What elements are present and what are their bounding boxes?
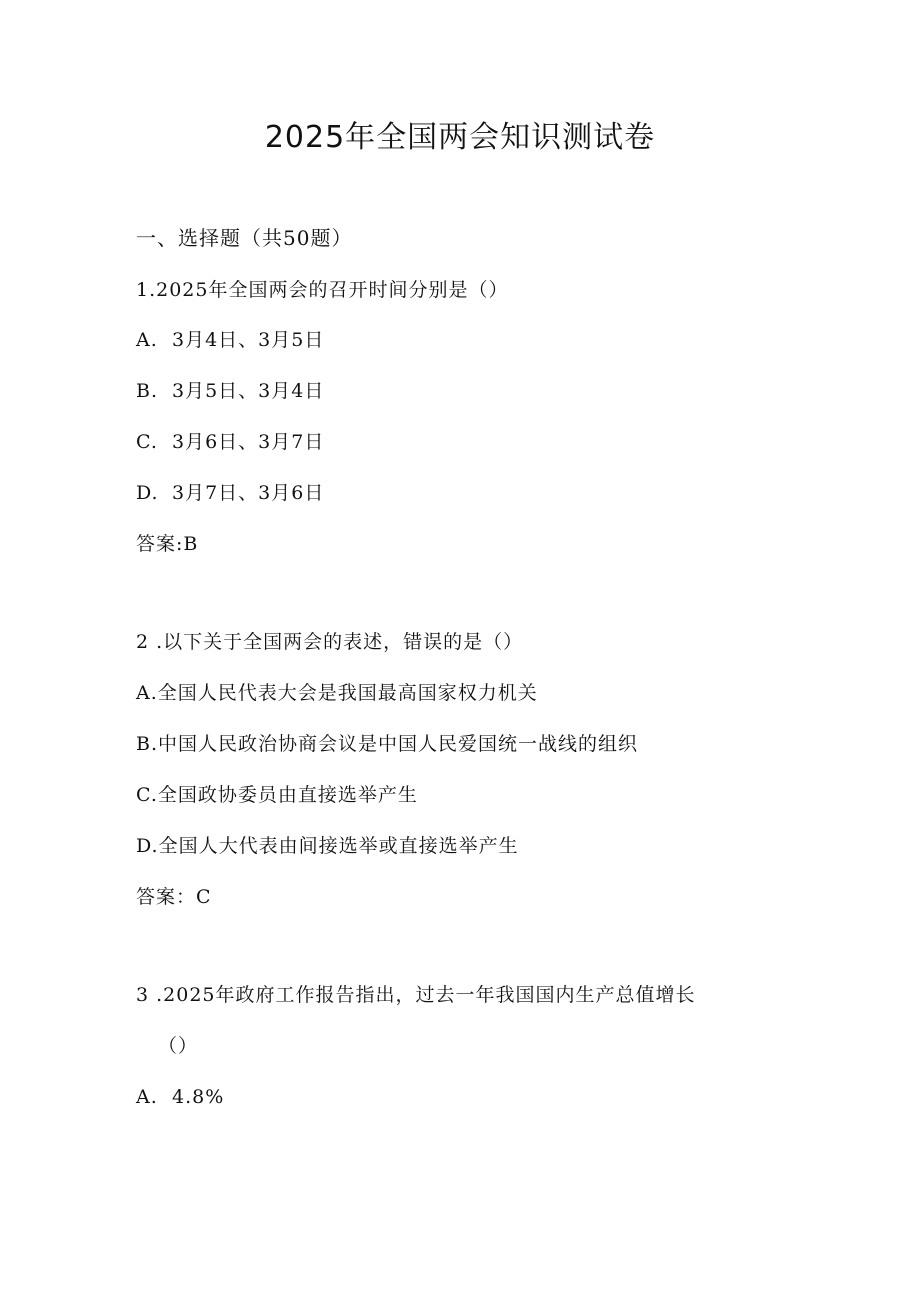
option-text: 3月6日、3月7日 [172, 431, 325, 453]
question-3-stem: 3 .2025年政府工作报告指出，过去一年我国国内生产总值增长 [136, 984, 696, 1006]
option-letter: A. [136, 329, 158, 351]
question-2-option-d: D.全国人大代表由间接选举或直接选举产生 [136, 835, 519, 857]
question-2-option-a: A.全国人民代表大会是我国最高国家权力机关 [136, 682, 538, 704]
question-2-answer: 答案：C [136, 886, 212, 908]
question-1-stem: 1.2025年全国两会的召开时间分别是（） [136, 279, 509, 301]
option-letter: D. [136, 482, 159, 504]
question-2-option-c: C.全国政协委员由直接选举产生 [136, 784, 418, 806]
option-text: 4.8% [172, 1086, 225, 1108]
question-3-option-a [136, 1083, 224, 1111]
question-1-option-d [136, 479, 324, 507]
question-2-stem: 2 .以下关于全国两会的表述，错误的是（） [136, 631, 524, 653]
option-letter: C. [136, 431, 158, 453]
question-3-stem-continuation: （） [158, 1035, 199, 1057]
option-text: 3月4日、3月5日 [172, 329, 325, 351]
option-text: 3月7日、3月6日 [172, 482, 325, 504]
section-heading: 一、选择题（共50题） [136, 226, 353, 250]
option-letter: B. [136, 380, 159, 402]
question-1-option-b [136, 377, 324, 405]
option-letter: A. [136, 1086, 158, 1108]
question-1-option-c [136, 428, 324, 456]
question-2-option-b: B.中国人民政治协商会议是中国人民爱国统一战线的组织 [136, 733, 639, 755]
question-1-option-a [136, 326, 324, 354]
option-text: 3月5日、3月4日 [172, 380, 325, 402]
question-1-answer: 答案:B [136, 533, 199, 555]
document-title: 2025年全国两会知识测试卷 [264, 120, 656, 155]
